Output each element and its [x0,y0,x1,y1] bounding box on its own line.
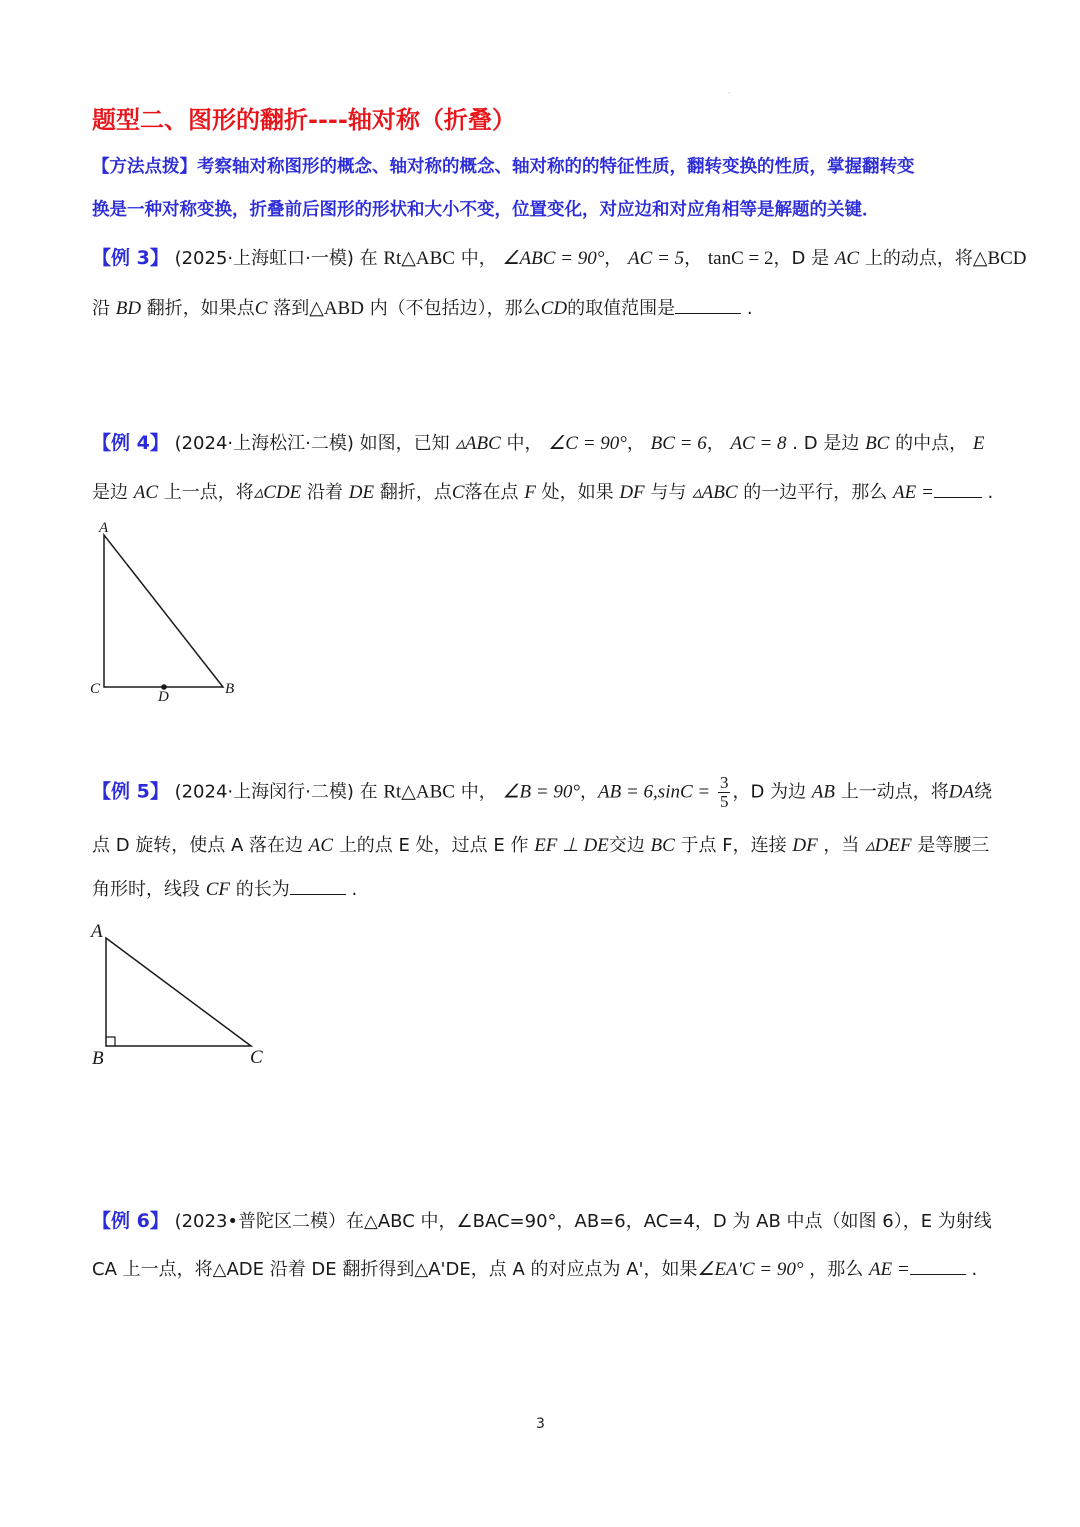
text: ， [684,248,703,269]
math: EF ⊥ DE [534,835,609,856]
text: 上一动点，将 [840,781,949,803]
math: ▵ABC [455,433,501,454]
text: ，D 为边 [732,781,807,803]
text: 绕 [974,781,993,803]
math: tanC = 2 [707,248,774,269]
text: 点 D 旋转，使点 A 落在边 [92,835,304,856]
vertex-label-c: C [90,681,101,697]
text: . [971,1259,978,1280]
math: C [254,298,268,319]
vertex-label-a-5: A [91,921,103,942]
text: . [987,482,994,503]
example-3-source: (2025·上海虹口·一模) [174,248,354,269]
section-title: 题型二、图形的翻折----轴对称（折叠） [92,106,516,134]
fraction-three-fifths [718,774,731,811]
fraction-denominator: 5 [719,792,729,811]
math: ∠B = 90° [502,781,581,803]
math: ∠ABC = 90° [502,248,605,269]
math: BC = 6 [650,433,707,454]
math: BC [865,433,890,454]
example-6-line-1 [92,1209,992,1234]
example-5-line-3 [92,878,357,902]
math: △BCD [972,248,1027,269]
example-6-label: 【例 6】 [92,1210,169,1232]
text: ，当 [823,835,860,856]
math: Rt△ABC [383,248,455,269]
text: 与与 [650,482,687,503]
text: 的取值范围是 [567,298,676,319]
math: CF [205,879,231,900]
text: ，D 是 [773,248,830,269]
example-4-source: (2024·上海松江·二模) [174,433,354,454]
text: 内（不包括边），那么 [369,298,541,319]
math: AB [811,781,835,803]
math: Rt△ABC [383,781,455,803]
text: 沿 [92,298,110,319]
method-tip-line-1: 【方法点拨】考察轴对称图形的概念、轴对称的概念、轴对称的的特征性质，翻转变换的性质，掌握翻转变 [92,157,915,177]
text: . [746,298,753,319]
text: ， [604,248,623,269]
example-5-source: (2024·上海闵行·二模) [174,781,354,803]
method-tip-line-2: 换是一种对称变换，折叠前后图形的形状和大小不变，位置变化，对应边和对应角相等是解题的关键． [92,200,880,220]
vertex-label-d: D [158,689,169,705]
math: F [524,482,536,503]
math: DF [792,835,818,856]
text: 中， [460,781,497,803]
text: 翻折，如果点 [146,298,255,319]
text: 在 [359,781,378,803]
page-number: 3 [536,1416,545,1432]
math: C [451,482,465,503]
text: 中， [506,433,543,454]
text: 翻折，点 [379,482,452,503]
math: AC = 5 [628,248,685,269]
text: CA 上一点，将△ADE 沿着 DE 翻折得到△A'DE，点 A 的对应点为 A'，如果 [92,1259,698,1280]
text: 落到 [273,298,310,319]
vertex-label-a: A [99,520,109,536]
math: DA [948,781,975,803]
answer-blank [290,878,346,895]
text: 于点 F，连接 [680,835,787,856]
text: 上的动点，将 [864,248,973,269]
math: DF [619,482,645,503]
text: 的中点， [895,433,968,454]
text: 沿着 [307,482,344,503]
math: AE = [868,1259,910,1280]
text: 上的点 E 处，过点 E 作 [338,835,529,856]
right-angle-mark [106,1037,115,1046]
math: ▵DEF [865,835,912,856]
text: 落在点 [464,482,519,503]
math: CD [540,298,568,319]
text: 处，如果 [541,482,614,503]
text: ，那么 [809,1259,864,1280]
text: 是等腰三 [917,835,990,856]
text: 在 [359,248,378,269]
text: 是边 [92,482,128,503]
math: △ABD [309,298,364,319]
text: ， [706,433,725,454]
stray-dot: . [728,86,731,95]
math: ∠C = 90° [548,433,627,454]
text: 的一边平行，那么 [743,482,888,503]
text: . D 是边 [792,433,860,454]
math: AC [308,835,334,856]
example-5-line-1 [92,774,992,811]
math: AB = 6,sinC = [598,781,711,803]
fraction-numerator: 3 [719,773,729,792]
triangle-abc [104,535,223,687]
example-5-label: 【例 5】 [92,780,169,803]
vertex-label-c-5: C [250,1047,263,1068]
math: E [972,433,985,454]
vertex-label-b: B [225,681,235,697]
math: BD [115,298,142,319]
text: 中， [460,248,497,269]
text: 上一点，将 [163,482,254,503]
text: 角形时，线段 [92,879,200,900]
text: ， [626,433,645,454]
vertex-label-b-5: B [92,1048,104,1069]
text: 交边 [608,835,645,856]
text: 如图，已知 [359,433,450,454]
example-6-line-2 [92,1258,977,1282]
text: ， [580,781,599,803]
math: BC [650,835,675,856]
math: ∠EA′C = 90° [697,1259,804,1280]
text: 的长为 [235,879,290,900]
text: . [351,879,358,900]
triangle-abc-5 [106,938,251,1046]
math: DE [348,482,375,503]
math: AC [133,482,159,503]
text: (2023•普陀区二模）在△ABC 中，∠BAC=90°，AB=6，AC=4，D 为 AB 中点（如图 6），E 为射线 [174,1211,992,1232]
math: ▵ABC [692,482,738,503]
math: AC = 8 [730,433,787,454]
math: ▵CDE [253,482,302,503]
example-3-label: 【例 3】 [92,247,169,269]
example-5-line-2 [92,834,989,858]
math: AE = [893,482,934,503]
answer-blank [910,1258,966,1275]
math: AC [834,248,860,269]
example-4-label: 【例 4】 [92,432,169,454]
